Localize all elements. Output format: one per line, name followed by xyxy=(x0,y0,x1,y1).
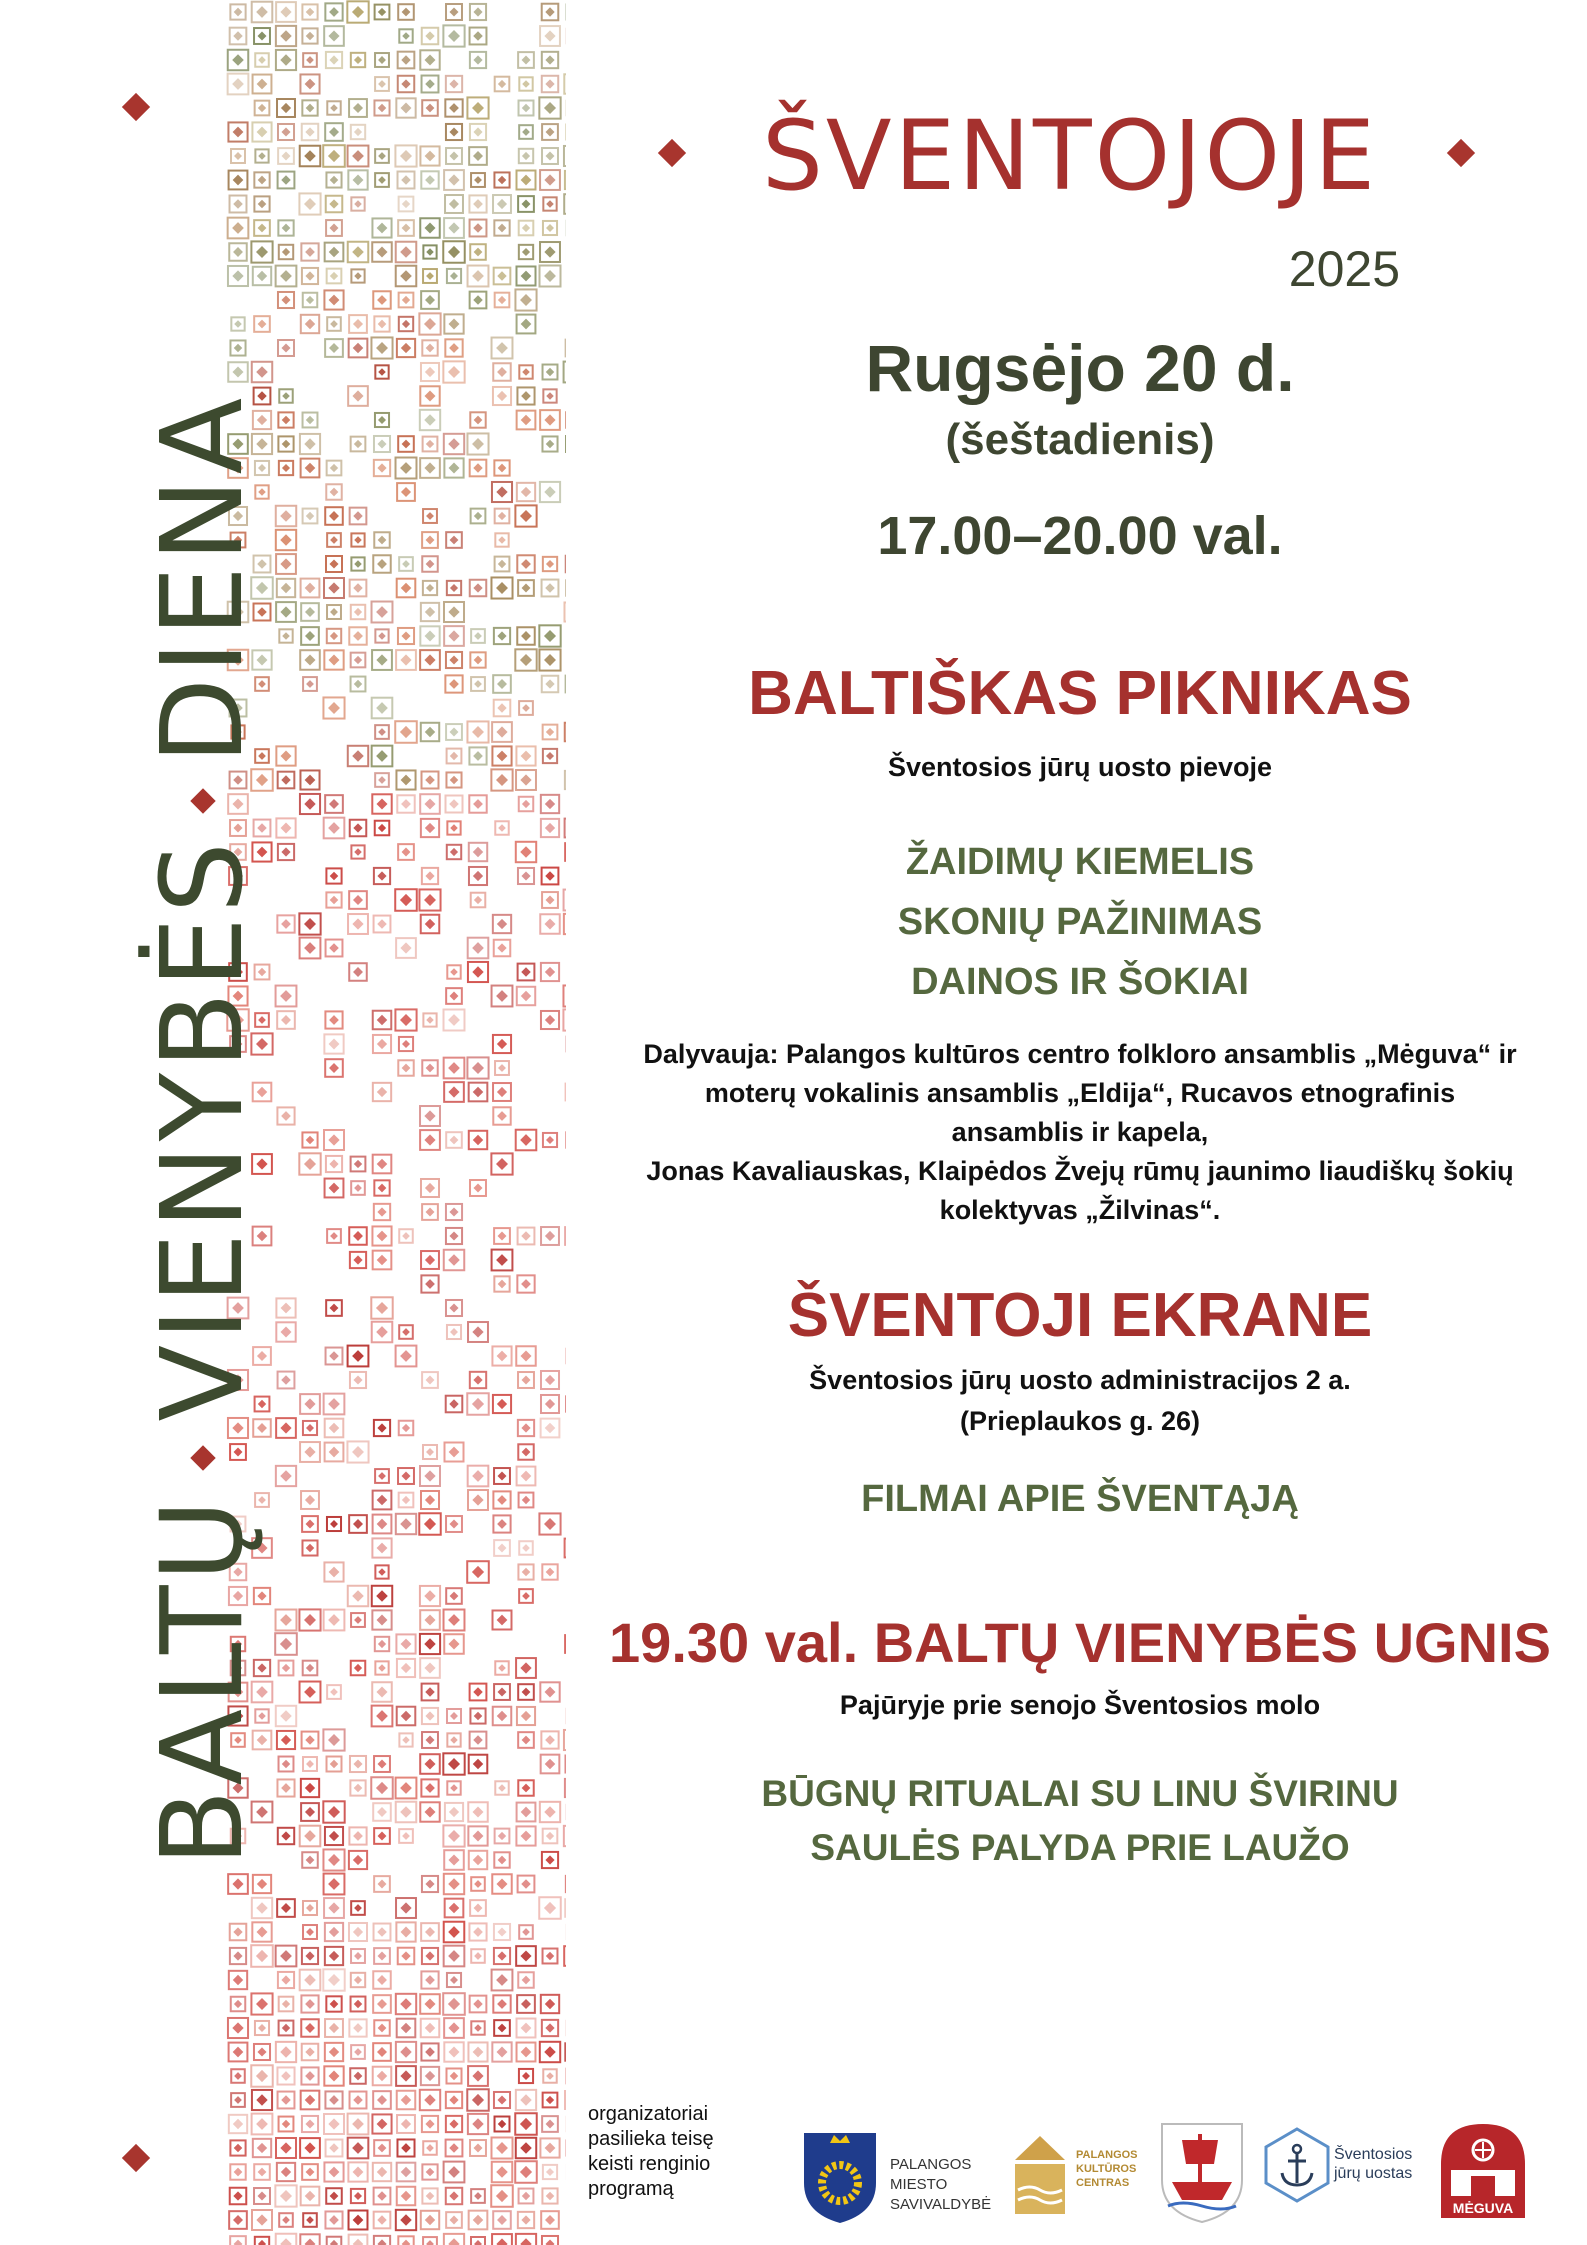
ship-coat-of-arms-icon xyxy=(1158,2120,1246,2225)
fire-activities xyxy=(640,1767,1520,1875)
participants-line: ansamblis ir kapela, xyxy=(951,1117,1209,1147)
participants-line: Dalyvauja: Palangos kultūros centro folkloro ansamblis „Mėguva“ ir xyxy=(643,1039,1517,1069)
logo-text: KULTŪROS xyxy=(1076,2163,1137,2175)
screen-location xyxy=(640,1360,1520,1442)
sventoji-port-logo xyxy=(1262,2125,1422,2225)
note-line: keisti renginio xyxy=(588,2153,711,2175)
logo-text: MĖGUVA xyxy=(1452,2200,1514,2216)
section-title-picnic: BALTIŠKAS PIKNIKAS xyxy=(748,659,1412,728)
sventoji-coat-of-arms xyxy=(1158,2120,1246,2225)
activity-item: SKONIŲ PAŽINIMAS xyxy=(897,901,1263,943)
diamond-icon xyxy=(122,93,150,121)
palanga-culture-center-logo xyxy=(1010,2130,1140,2225)
page-title: ŠVENTOJOJE xyxy=(761,100,1379,212)
coat-of-arms-icon xyxy=(800,2125,880,2225)
fire-location: Pajūryje prie senojo Šventosios molo xyxy=(839,1690,1321,1720)
section-title-fire: 19.30 val. BALTŲ VIENYBĖS UGNIS xyxy=(609,1611,1551,1674)
logo-text: MIESTO xyxy=(890,2176,948,2193)
participants-line: Jonas Kavaliauskas, Klaipėdos Žvejų rūmų jaunimo liaudiškų šokių xyxy=(646,1156,1514,1186)
diamond-icon xyxy=(658,139,686,167)
diamond-icon xyxy=(190,1446,215,1471)
participants-line: moterų vokalinis ansamblis „Eldija“, Rucavos etnografinis xyxy=(704,1078,1456,1108)
picnic-activities xyxy=(640,832,1520,1012)
activity-item: SAULĖS PALYDA PRIE LAUŽO xyxy=(810,1827,1350,1868)
meguva-logo xyxy=(1437,2120,1529,2220)
note-line: pasilieka teisę xyxy=(588,2128,714,2150)
diamond-icon xyxy=(190,788,215,813)
event-date: Rugsėjo 20 d. xyxy=(865,331,1295,405)
logo-text: SAVIVALDYBĖ xyxy=(890,2196,992,2213)
picnic-location: Šventosios jūrų uosto pievoje xyxy=(887,752,1273,782)
logo-text: PALANGOS xyxy=(890,2156,972,2173)
screen-activity: FILMAI APIE ŠVENTĄJĄ xyxy=(861,1478,1299,1520)
year: 2025 xyxy=(1288,241,1400,297)
section-title-screen: ŠVENTOJI EKRANE xyxy=(787,1281,1373,1350)
participants-line: kolektyvas „Žilvinas“. xyxy=(939,1195,1221,1225)
note-line: programą xyxy=(588,2178,674,2200)
logo-text: PALANGOS xyxy=(1076,2149,1138,2161)
vertical-title-vienybes: VIENYBĖS xyxy=(138,838,268,1422)
logo-text: CENTRAS xyxy=(1076,2177,1130,2189)
participants-text xyxy=(595,1035,1565,1230)
diamond-icon xyxy=(1447,139,1475,167)
anchor-icon xyxy=(1262,2125,1332,2205)
diamond-icon xyxy=(122,2144,150,2172)
activity-item: DAINOS IR ŠOKIAI xyxy=(911,961,1249,1003)
activity-item: ŽAIDIMŲ KIEMELIS xyxy=(905,841,1255,883)
event-time: 17.00–20.00 val. xyxy=(877,506,1283,566)
logo-text: jūrų uostas xyxy=(1334,2165,1413,2182)
vertical-title-baltu: BALTŲ xyxy=(138,1495,268,1867)
logo-text: Šventosios xyxy=(1334,2146,1413,2163)
event-weekday: (šeštadienis) xyxy=(945,415,1215,464)
note-line: organizatoriai xyxy=(588,2103,709,2125)
activity-item: BŪGNŲ RITUALAI SU LINU ŠVIRINU xyxy=(761,1773,1399,1814)
screen-location-line: (Prieplaukos g. 26) xyxy=(959,1406,1201,1436)
vertical-title xyxy=(128,130,278,2130)
vertical-title-diena: DIENA xyxy=(138,393,268,765)
organizer-note xyxy=(588,2102,788,2202)
palanga-municipality-logo xyxy=(800,2125,1000,2225)
culture-center-icon xyxy=(1010,2130,1070,2220)
screen-location-line: Šventosios jūrų uosto administracijos 2 a. xyxy=(809,1365,1351,1395)
